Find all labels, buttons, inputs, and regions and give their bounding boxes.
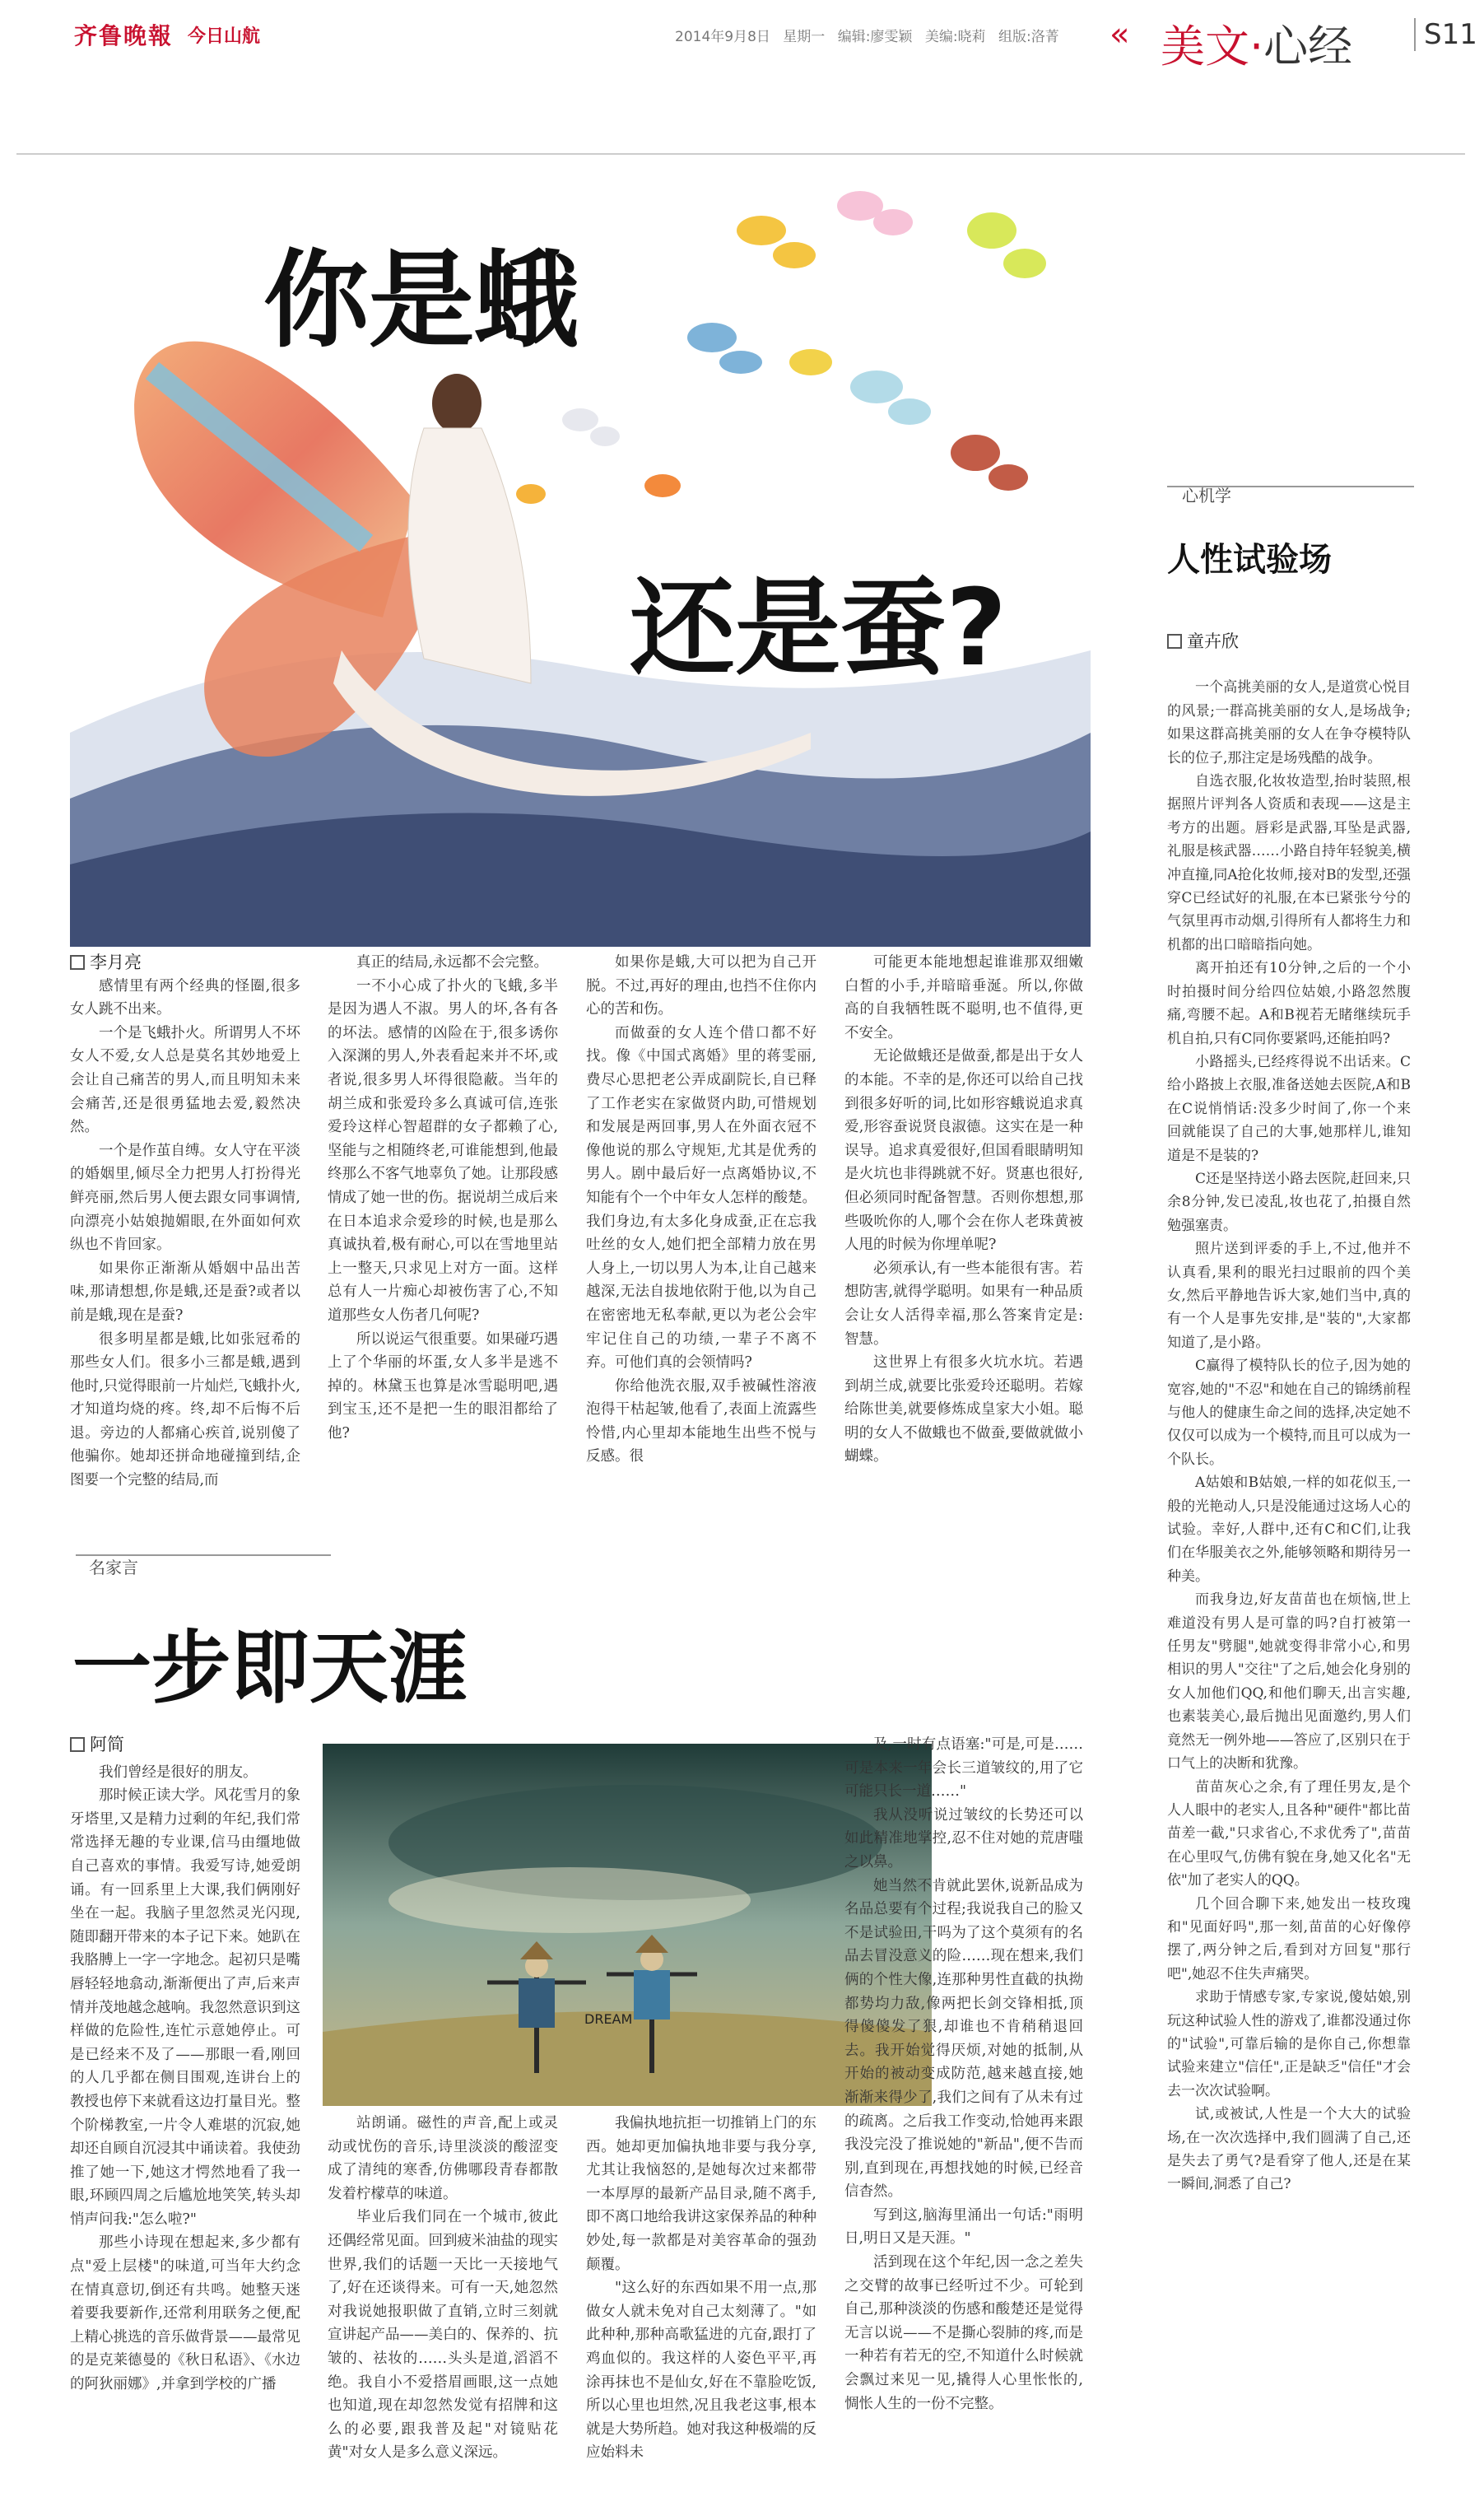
sidebar-byline: 童卉欣: [1167, 630, 1411, 653]
paragraph: 照片送到评委的手上,不过,他并不认真看,果利的眼光扫过眼前的四个美女,然后平静地告诉大家,她们当中,真的有一个人是事先安排,是"装的",大家都知道了,是小路。: [1167, 1241, 1411, 1351]
paragraph: "这么好的东西如果不用一点,那做女人就未免对自己太刻薄了。"如此种种,那种高歌猛进的亢奋,跟打了鸡血似的。我这样的人姿色平平,再涂再抹也不是仙女,好在不靠脸吃饭,所以心里也坦然,况且我老这事,根本就是大势所趋。她对我这种极端的反应始料未: [586, 2280, 816, 2462]
paragraph: 感情里有两个经典的怪圈,很多女人跳不出来。: [70, 977, 300, 1018]
paragraph: 一个是作茧自缚。女人守在平淡的婚姻里,倾尽全力把男人打扮得光鲜亮丽,然后男人便去跟女同事调情,向漂亮小姑娘抛媚眼,在外面如何欢纵也不肯回家。: [70, 1142, 300, 1254]
paragraph: 活到现在这个年纪,因一念之差失之交臂的故事已经听过不少。可轮到自己,那种淡淡的伤感和酸楚还是觉得无言以说——不是撕心裂肺的疼,而是一种若有若无的空,不知道什么时候就会飘过来见一见,撬得人心里怅怅的,惆怅人生的一份不完整。: [844, 2254, 1083, 2412]
photo-caption: DREAM: [584, 2011, 633, 2027]
second-title: 一步即天涯: [72, 1622, 468, 1714]
sidebar-column: [1167, 630, 1411, 2197]
feature-column-2: [328, 951, 558, 1445]
masthead: [74, 18, 260, 51]
paragraph: 一个高挑美丽的女人,是道赏心悦目的风景;一群高挑美丽的女人,是场战争;如果这群高挑美丽的女人在争夺模特队长的位子,那注定是场残酷的战争。: [1167, 679, 1411, 766]
paragraph: 必须承认,有一些本能很有害。若想防害,就得学聪明。如果有一种品质会让女人活得幸福,那么答案肯定是:智慧。: [844, 1260, 1083, 1348]
paragraph: 及,一时有点语塞:"可是,可是……可是本来一年会长三道皱纹的,用了它可能只长一道……": [844, 1736, 1083, 1801]
paragraph: 几个回合聊下来,她发出一枝玫瑰和"见面好吗",那一刻,苗苗的心好像停摆了,两分钟之后,看到对方回复"那行吧",她忍不住失声痛哭。: [1167, 1895, 1411, 1982]
paragraph: 你给他洗衣服,双手被碱性溶液泡得干枯起皱,他看了,表面上流露些怜惜,内心里却本能地生出些不悦与反感。很: [586, 1377, 816, 1465]
feature-column-1: [70, 951, 300, 1493]
paragraph: 试,或被试,人性是一个大大的试验场,在一次次选择中,我们圆满了自己,还是失去了勇气?是看穿了他人,还是在某一瞬间,洞悉了自己?: [1167, 2106, 1411, 2193]
paragraph: 那些小诗现在想起来,多少都有点"爱上层楼"的味道,可当年大约念在情真意切,倒还有共鸣。她整天迷着要我要新作,还常利用联务之便,配上精心挑选的音乐做背景——最常见的是克莱德曼的《秋日私语》、《水边的阿狄丽娜》,并拿到学校的广播: [70, 2234, 300, 2393]
paragraph: 一不小心成了扑火的飞蛾,多半是因为遇人不淑。男人的坏,各有各的坏法。感情的凶险在于,很多诱你入深渊的男人,外表看起来并不坏,或者说,很多男人坏得很隐蔽。当年的胡兰成和张爱玲多么真诚可信,连张爱玲这样心智超群的女子都赖了心,坚能与之相随终老,可谁能想到,他最终那么不客气地辜负了她。让那段感情成了她一世的伤。据说胡兰成后来在日本追求佘爱珍的时候,也是那么真诚执着,极有耐心,可以在雪地里站上一整天,只求见上对方一面。这样总有人一片痴心却被伤害了心,不知道那些女人伤者几何呢?: [328, 977, 558, 1324]
header-divider: [16, 153, 1465, 155]
paragraph: 苗苗灰心之余,有了理任男友,是个人人眼中的老实人,且各种"硬件"都比苗苗差一截,"只求省心,不求优秀了",苗苗在心里叹气,仿佛有貌在身,她又化名"无依"加了老实人的QQ。: [1167, 1778, 1411, 1889]
paragraph: 小路摇头,已经疼得说不出话来。C给小路披上衣服,准备送她去医院,A和B在C说悄悄话:没多少时间了,你一个来回就能误了自己的大事,她那样儿,谁知道是不是装的?: [1167, 1053, 1411, 1164]
paragraph: 毕业后我们同在一个城市,彼此还偶经常见面。回到疲米油盐的现实世界,我们的话题一天比一天接地气了,好在还谈得来。可有一天,她忽然对我说她报职做了直销,立时三刻就宣讲起产品——美白的、保养的、抗皱的、祛妆的……头头是道,滔滔不绝。我自小不爱搭眉画眼,这一点她也知道,现在却忽然发觉有招牌和这么的必要,跟我普及起"对镜贴花黄"对女人是多么意义深远。: [328, 2209, 558, 2462]
paragraph: 如果你是蛾,大可以把为自己开脱。不过,再好的理由,也挡不住你内心的苦和伤。: [586, 954, 816, 1018]
paragraph: 如果你正渐渐从婚姻中品出苦味,那请想想,你是蛾,还是蚕?或者以前是蛾,现在是蚕?: [70, 1260, 300, 1324]
feature-title-line1: 你是蛾: [263, 240, 580, 362]
paragraph: C赢得了模特队长的位子,因为她的宽容,她的"不忍"和她在自己的锦绣前程与他人的健康生命之间的选择,决定她不仅仅可以成为一个模特,而且可以成为一个队长。: [1167, 1358, 1411, 1468]
paragraph: 我从没听说过皱纹的长势还可以如此精准地掌控,忍不住对她的荒唐嗤之以鼻。: [844, 1806, 1083, 1870]
paragraph: A姑娘和B姑娘,一样的如花似玉,一般的光艳动人,只是没能通过这场人心的试验。幸好,人群中,还有C和C们,让我们在华服美衣之外,能够领略和期待另一种美。: [1167, 1474, 1411, 1585]
tag-label: 名家言: [89, 1558, 138, 1577]
paragraph: 求助于情感专家,专家说,傻姑娘,别玩这种试验人性的游戏了,谁都没通过你的"试验",可靠后输的是你自己,你想靠试验来建立"信任",正是缺乏"信任"才会去一次次试验啊。: [1167, 1989, 1411, 2099]
edition-label: 今日山航: [188, 25, 261, 47]
paragraph: 她当然不肯就此罢休,说新品成为名品总要有个过程;我说我自己的脸又不是试验田,干吗为了这个莫须有的名品去冒没意义的险……现在想来,我们俩的个性大像,连那种男性直截的执拗都势均力敌,像两把长剑交锋相抵,顶得傻傻发了狠,却谁也不肯稍稍退回去。我开始觉得厌烦,对她的抵制,从开始的被动变成防范,越来越直接,她渐渐来得少了,我们之间有了从未有过的疏离。之后我工作变动,恰她再来跟我没完没了推说她的"新品",便不告而别,直到现在,再想找她的时候,已经音信杳然。: [844, 1877, 1083, 2201]
sidebar-tag: 心机学: [1182, 486, 1231, 505]
paragraph: 写到这,脑海里涌出一句话:"雨明日,明日又是天涯。": [844, 2206, 1083, 2248]
feature-title-line2: 还是蚕?: [630, 567, 1007, 690]
paragraph: C还是坚持送小路去医院,赶回来,只余8分钟,发已凌乱,妆也花了,拍摄自然勉强塞责。: [1167, 1170, 1411, 1234]
feature-column-3: [586, 951, 816, 1469]
feature-column-4: [844, 951, 1083, 1469]
second-column-1: [70, 1733, 300, 2397]
section-sub: 心经: [1263, 21, 1353, 72]
section-main: 美文: [1161, 21, 1249, 72]
paragraph: 真正的结局,永远都不会完整。: [356, 954, 549, 971]
paragraph: 很多明星都是蛾,比如张冠希的那些女人们。很多小三都是蛾,遇到他时,只觉得眼前一片灿烂,飞蛾扑火,才知道均烧的疼。终,却不后悔不后退。旁边的人都痛心疾首,说别傻了他骗你。她却还拼命地碰撞到结,企图要一个完整的结局,而: [70, 1330, 300, 1489]
paragraph: 离开拍还有10分钟,之后的一个小时拍摄时间分给四位姑娘,小路忽然腹痛,弯腰不起。A和B视若无睹继续玩手机自拍,只有C同你要紧吗,还能拍吗?: [1167, 960, 1411, 1047]
second-column-text: [70, 1761, 300, 2397]
paragraph: 无论做蛾还是做蚕,都是出于女人的本能。不幸的是,你还可以给自己找到很多好听的词,比如形容蛾说追求真爱,形容蚕说贤良淑德。这实在是一种误导。追求真爱很好,但国看眼睛明知是火坑也非得跳就不好。贤惠也很好,但必须同时配备智慧。否则你想想,那些吸吮你的人,哪个会在你人老珠黄被人甩的时候为你埋单呢?: [844, 1048, 1083, 1254]
dream-photo: [323, 1744, 932, 2106]
paragraph: 而我身边,好友苗苗也在烦恼,世上难道没有男人是可靠的吗?自打被第一任男友"劈腿",她就变得非常小心,和男相识的男人"交往"了之后,她会化身别的女人加他们QQ,和他们聊天,出言实趣,也素装美心,最后抛出见面邀约,男人们竟然无一例外地——答应了,区别只在于口气上的决断和犹豫。: [1167, 1591, 1411, 1773]
paragraph: 我偏执地抗拒一切推销上门的东西。她却更加偏执地非要与我分享,尤其让我恼怒的,是她每次过来都带一本厚厚的最新产品目录,随不离手,即不离口地给我讲这家保养品的种种妙处,每一款都是对美容革命的强劲颠覆。: [586, 2115, 816, 2273]
paragraph: 而做蚕的女人连个借口都不好找。像《中国式离婚》里的蒋雯丽,费尽心思把老公弄成副院长,自已释了工作老实在家做贤内助,可惜规划和发展是两回事,男人在外面衣冠不像他说的那么守规矩,尤其是优秀的男人。剧中最后好一点离婚协议,不知能有个一个中年女人怎样的酸楚。我们身边,有太多化身成蚕,正在忘我吐丝的女人,她们把全部精力放在男人身上,一切以男人为本,让自己越来越深,无法自拔地依附于他,以为自己在密密地无私奉献,更以为老公会牢牢记住自己的功绩,一辈子不离不弃。可他们真的会领情吗?: [586, 1024, 816, 1372]
paragraph: 那时候正读大学。风花雪月的象牙塔里,又是精力过剩的年纪,我们常常选择无趣的专业课,信马由缰地做自己喜欢的事情。我爱写诗,她爱朗诵。有一回系里上大课,我们俩刚好坐在一起。我脑子里忽然灵光闪现,随即翻开带来的本子记下来。她趴在我胳膊上一字一字地念。起初只是嘴唇轻轻地翕动,渐渐便出了声,后来声情并茂地越念越响。我忽然意识到这样做的危险性,连忙示意她停止。可是已经来不及了——那眼一看,刚回的人几乎都在侧目围观,连讲台上的教授也停下来就看这边打量目光。整个阶梯教室,一片令人难堪的沉寂,她却还自顾自沉浸其中诵读着。我使劲推了她一下,她这才愕然地看了我一眼,环顾四周之后尴尬地笑笑,转头却悄声问我:"怎么啦?": [70, 1787, 300, 2228]
page-meta: 2014年9月8日 星期一 编辑:廖雯颖 美编:晓莉 组版:洛菁: [675, 29, 1059, 45]
second-column-2: [328, 2112, 558, 2465]
paragraph: 可能更本能地想起谁谁那双细嫩白皙的小手,并暗暗垂涎。所以,你做高的自我牺牲既不聪明,也不值得,更不安全。: [844, 954, 1083, 1041]
second-byline: 阿简: [70, 1733, 300, 1757]
feature-column-text: [70, 975, 300, 1493]
paragraph: 自选衣服,化妆妆造型,抬时装照,根据照片评判各人资质和表现——这是主考方的出题。唇彩是武器,耳坠是武器,礼服是核武器……小路自持年轻貌美,横冲直撞,同A抢化妆师,接对B的发型,还强穿C已经试好的礼服,在本已紧张兮兮的气氛里再市动烟,引得所有人都将生力和机都的出口暗暗指向她。: [1167, 773, 1411, 953]
sidebar-text: [1167, 676, 1411, 2196]
paragraph: 这世界上有很多火坑水坑。若遇到胡兰成,就要比张爱玲还聪明。若嫁给陈世美,就要修炼成皇家大小姐。聪明的女人不做蛾也不做蚕,要做就做小蝴蝶。: [844, 1354, 1083, 1465]
paragraph: 我们曾经是很好的朋友。: [99, 1763, 258, 1781]
second-column-4: [844, 1733, 1083, 2415]
second-column-3: [586, 2112, 816, 2465]
paragraph: 一个是飞蛾扑火。所谓男人不坏女人不爱,女人总是莫名其妙地爱上会让自己痛苦的男人,而且明知未来会痛苦,还是很勇猛地去爱,毅然决然。: [70, 1024, 300, 1136]
page-number: S11: [1414, 18, 1477, 51]
chevron-left-icon: «: [1110, 16, 1130, 54]
feature-byline: 李月亮: [70, 951, 300, 975]
section-title: [1161, 12, 1352, 75]
paragraph: 所以说运气很重要。如果碰巧遇上了个华丽的坏蛋,女人多半是逃不掉的。林黛玉也算是冰雪聪明吧,遇到宝玉,还不是把一生的眼泪都给了他?: [328, 1330, 558, 1442]
section-dot: ·: [1249, 21, 1264, 72]
newspaper-logo: 齐鲁晚報: [74, 22, 174, 49]
paragraph: 站朗诵。磁性的声音,配上或灵动或忧伤的音乐,诗里淡淡的酸涩变成了清纯的寒香,仿佛哪段青春都散发着柠檬草的味道。: [328, 2115, 558, 2202]
sidebar-title: 人性试验场: [1167, 541, 1332, 579]
